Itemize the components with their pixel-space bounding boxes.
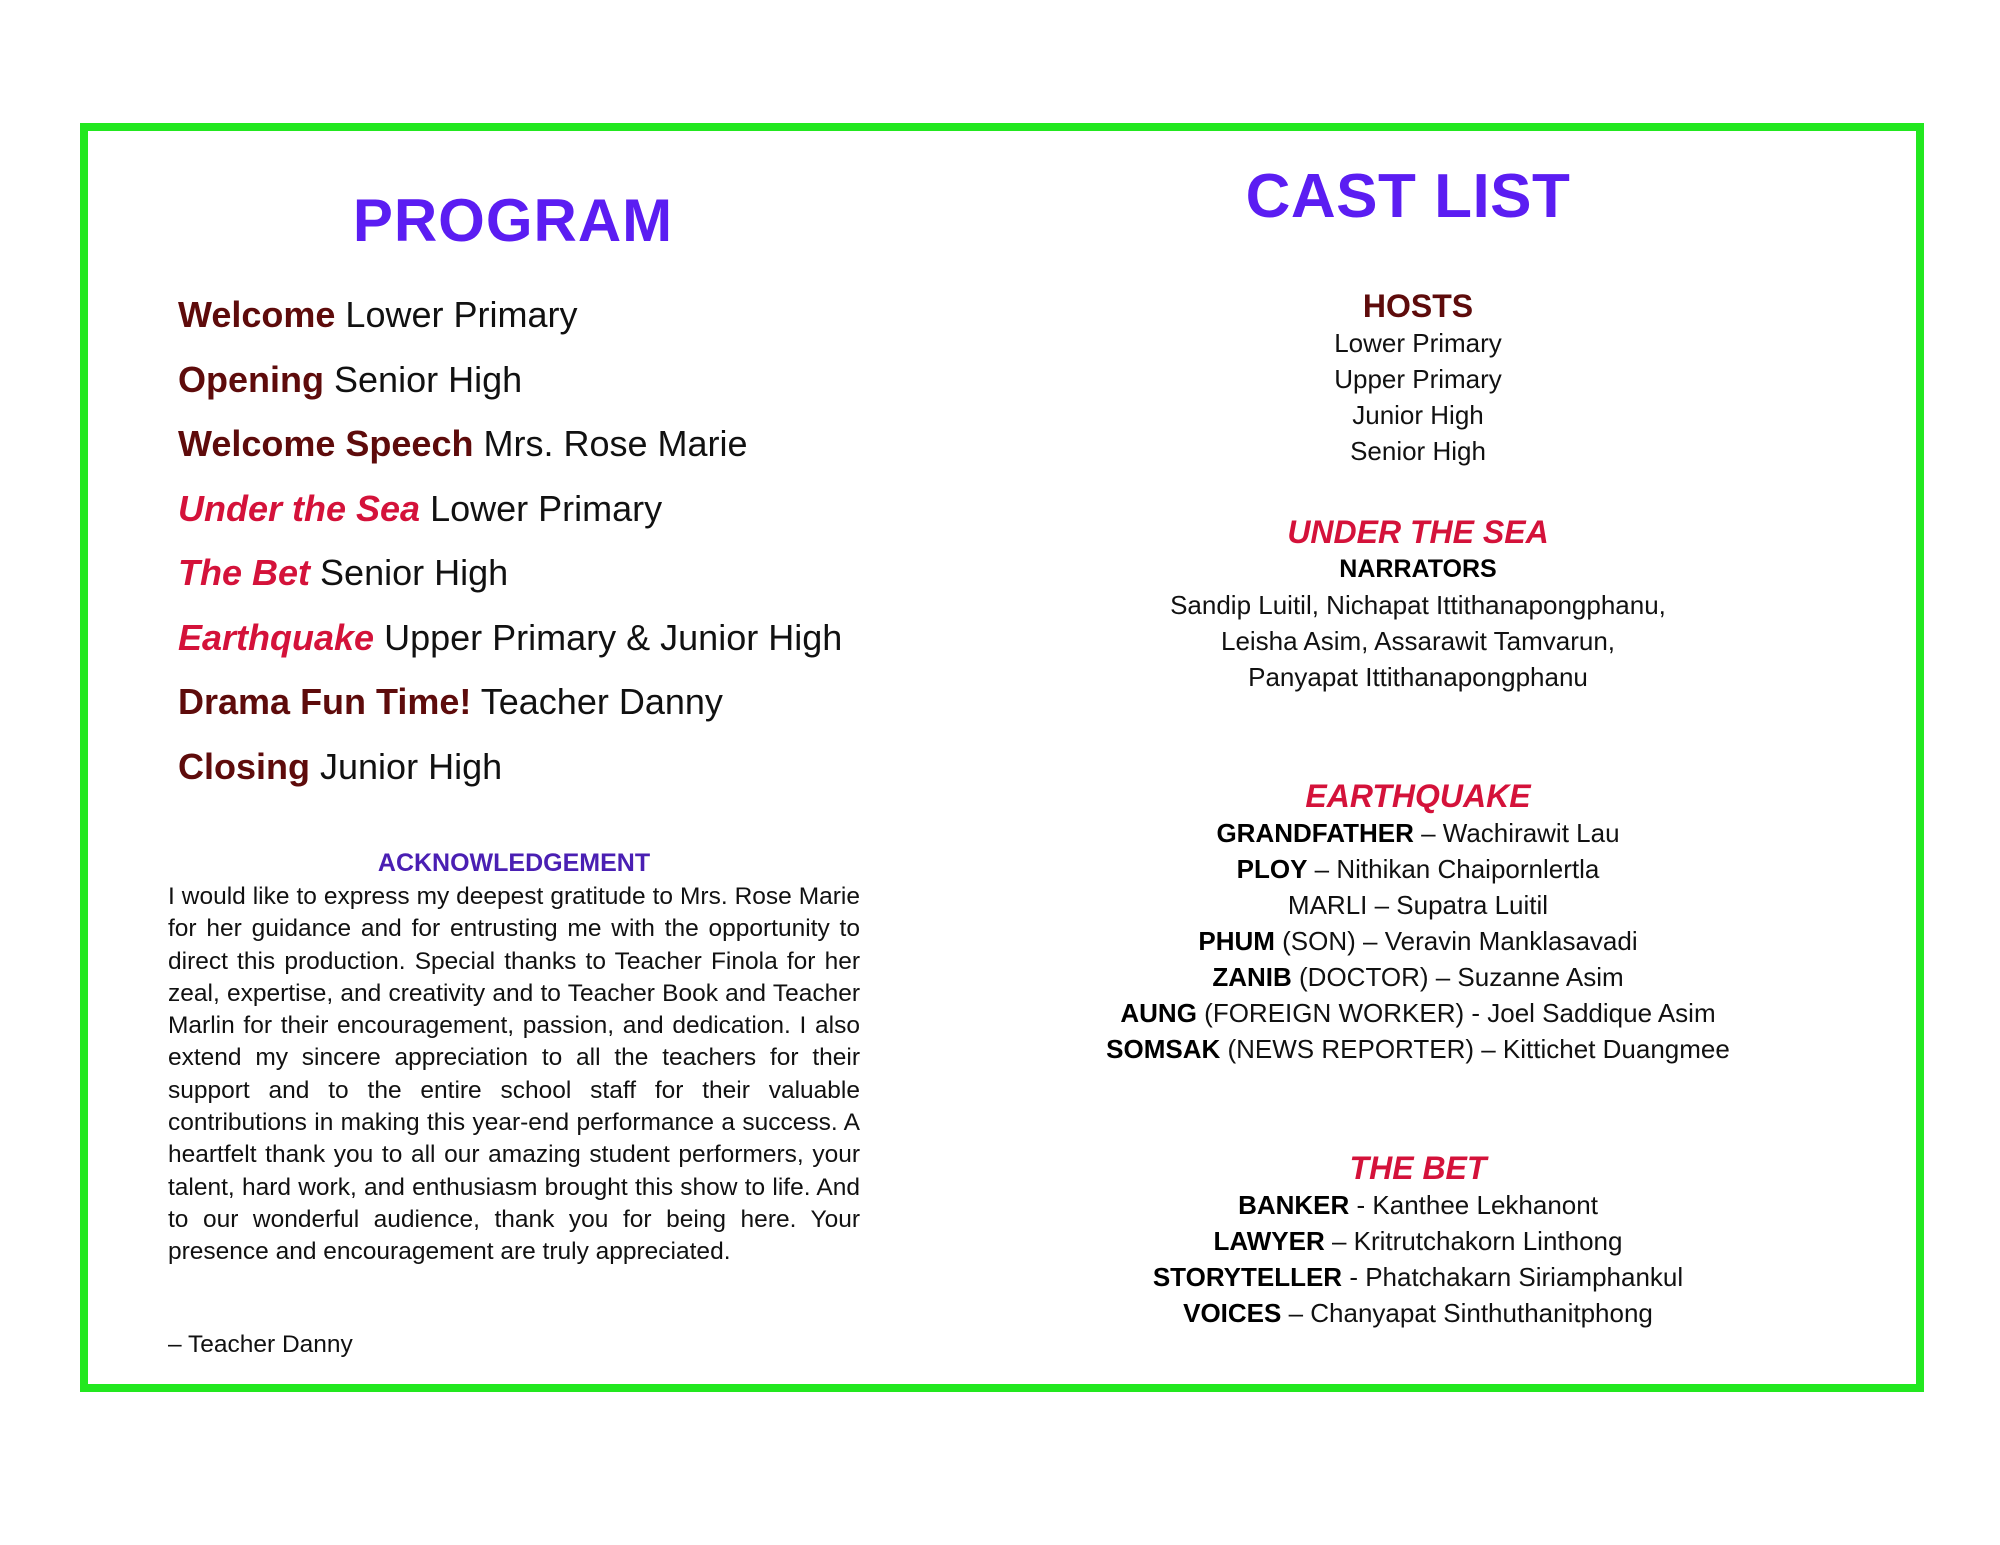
program-item-performer: Mrs. Rose Marie	[483, 423, 748, 464]
program-item-performer: Lower Primary	[345, 294, 578, 335]
cast-member: (NEWS REPORTER) – Kittichet Duangmee	[1220, 1034, 1730, 1064]
program-item-label: Welcome	[178, 294, 336, 335]
cast-member: - Phatchakarn Siriamphankul	[1342, 1262, 1684, 1292]
program-item	[178, 735, 842, 800]
host-line: Junior High	[1352, 400, 1484, 430]
cast-line	[1088, 1031, 1748, 1067]
cast-role: BANKER	[1238, 1190, 1350, 1220]
the-bet-title: THE BET	[1349, 1150, 1487, 1186]
cast-line	[1088, 1223, 1748, 1259]
program-item	[178, 541, 842, 606]
program-item-label: Welcome Speech	[178, 423, 474, 464]
cast-list-title: CAST LIST	[1245, 162, 1571, 231]
host-line: Senior High	[1350, 436, 1486, 466]
program-item	[178, 670, 842, 735]
earthquake-title: EARTHQUAKE	[1305, 778, 1531, 814]
the-bet-section	[1088, 1149, 1748, 1331]
cast-member: MARLI – Supatra Luitil	[1287, 890, 1549, 920]
cast-member: – Chanyapat Sinthuthanitphong	[1281, 1298, 1653, 1328]
under-the-sea-title: UNDER THE SEA	[1287, 514, 1549, 550]
earthquake-section	[1088, 777, 1748, 1067]
cast-line	[1088, 815, 1748, 851]
cast-role: PLOY	[1236, 854, 1308, 884]
cast-line	[1088, 887, 1748, 923]
cast-member: (DOCTOR) – Suzanne Asim	[1291, 962, 1624, 992]
cast-role: AUNG	[1120, 998, 1197, 1028]
booklet-frame	[80, 123, 1924, 1392]
program-item	[178, 348, 842, 413]
program-item-performer: Senior High	[320, 552, 509, 593]
hosts-title: HOSTS	[1362, 288, 1474, 324]
program-item	[178, 283, 842, 348]
cast-panel	[1088, 131, 1932, 1384]
cast-member: – Nithikan Chaipornlertla	[1307, 854, 1600, 884]
program-item-label: Drama Fun Time!	[178, 681, 472, 722]
cast-role: GRANDFATHER	[1216, 818, 1414, 848]
host-line: Lower Primary	[1334, 328, 1502, 358]
cast-role: STORYTELLER	[1152, 1262, 1343, 1292]
cast-line	[1088, 851, 1748, 887]
program-list	[178, 283, 842, 799]
program-item	[178, 412, 842, 477]
program-item	[178, 477, 842, 542]
cast-line	[1088, 1295, 1748, 1331]
program-item-label: Closing	[178, 745, 310, 787]
cast-line	[1088, 959, 1748, 995]
program-item-performer: Senior High	[334, 358, 523, 400]
program-title: PROGRAM	[352, 187, 674, 254]
program-item-label: Earthquake	[178, 616, 375, 658]
acknowledgement-title: ACKNOWLEDGEMENT	[377, 849, 651, 877]
cast-role: PHUM	[1198, 926, 1275, 956]
program-item-performer: Lower Primary	[430, 487, 663, 529]
narrators-title: NARRATORS	[1339, 555, 1497, 583]
cast-line	[1088, 995, 1748, 1031]
program-item-label: Opening	[178, 358, 324, 400]
narrators-line: Leisha Asim, Assarawit Tamvarun,	[1220, 626, 1616, 656]
cast-member: – Kritrutchakorn Linthong	[1324, 1226, 1623, 1256]
cast-role: VOICES	[1183, 1298, 1282, 1328]
under-the-sea-section	[1088, 513, 1748, 695]
acknowledgement-signature: – Teacher Danny	[168, 1331, 353, 1358]
cast-member: - Kanthee Lekhanont	[1349, 1190, 1598, 1220]
program-item-performer: Junior High	[320, 745, 503, 787]
acknowledgement-body: I would like to express my deepest gratitude to Mrs. Rose Marie for her guidance and for entrusting me with the opportunity to direct this production. Special thanks to Teacher Finola for her zeal, expertise, and creativity and to Teacher Book and Teacher Marlin for their encouragement, passion, and dedication. I also extend my sincere appreciation to all the teachers for their support and to the entire school staff for their valuable contributions in making this year-end performance a success. A heartfelt thank you to all our amazing student performers, your talent, hard work, and enthusiasm brought this show to life. And to our wonderful audience, thank you for being here. Your presence and encouragement are truly appreciated.	[168, 883, 860, 1266]
cast-member: – Wachirawit Lau	[1413, 818, 1620, 848]
program-item-performer: Upper Primary & Junior High	[384, 616, 843, 658]
cast-role: LAWYER	[1213, 1226, 1325, 1256]
cast-member: (FOREIGN WORKER) - Joel Saddique Asim	[1196, 998, 1716, 1028]
cast-line	[1088, 1259, 1748, 1295]
cast-role: SOMSAK	[1106, 1034, 1221, 1064]
host-line: Upper Primary	[1334, 364, 1502, 394]
cast-role: ZANIB	[1212, 962, 1292, 992]
narrators-line: Panyapat Ittithanapongphanu	[1248, 662, 1588, 692]
hosts-section	[1088, 287, 1748, 469]
program-item-label: Under the Sea	[178, 487, 421, 529]
program-item-label: The Bet	[178, 552, 311, 593]
cast-member: (SON) – Veravin Manklasavadi	[1274, 926, 1638, 956]
program-panel	[88, 131, 1088, 1384]
narrators-line: Sandip Luitil, Nichapat Ittithanapongphanu,	[1170, 590, 1666, 620]
cast-line	[1088, 923, 1748, 959]
program-item-performer: Teacher Danny	[480, 681, 723, 722]
cast-line	[1088, 1187, 1748, 1223]
program-item	[178, 606, 842, 671]
